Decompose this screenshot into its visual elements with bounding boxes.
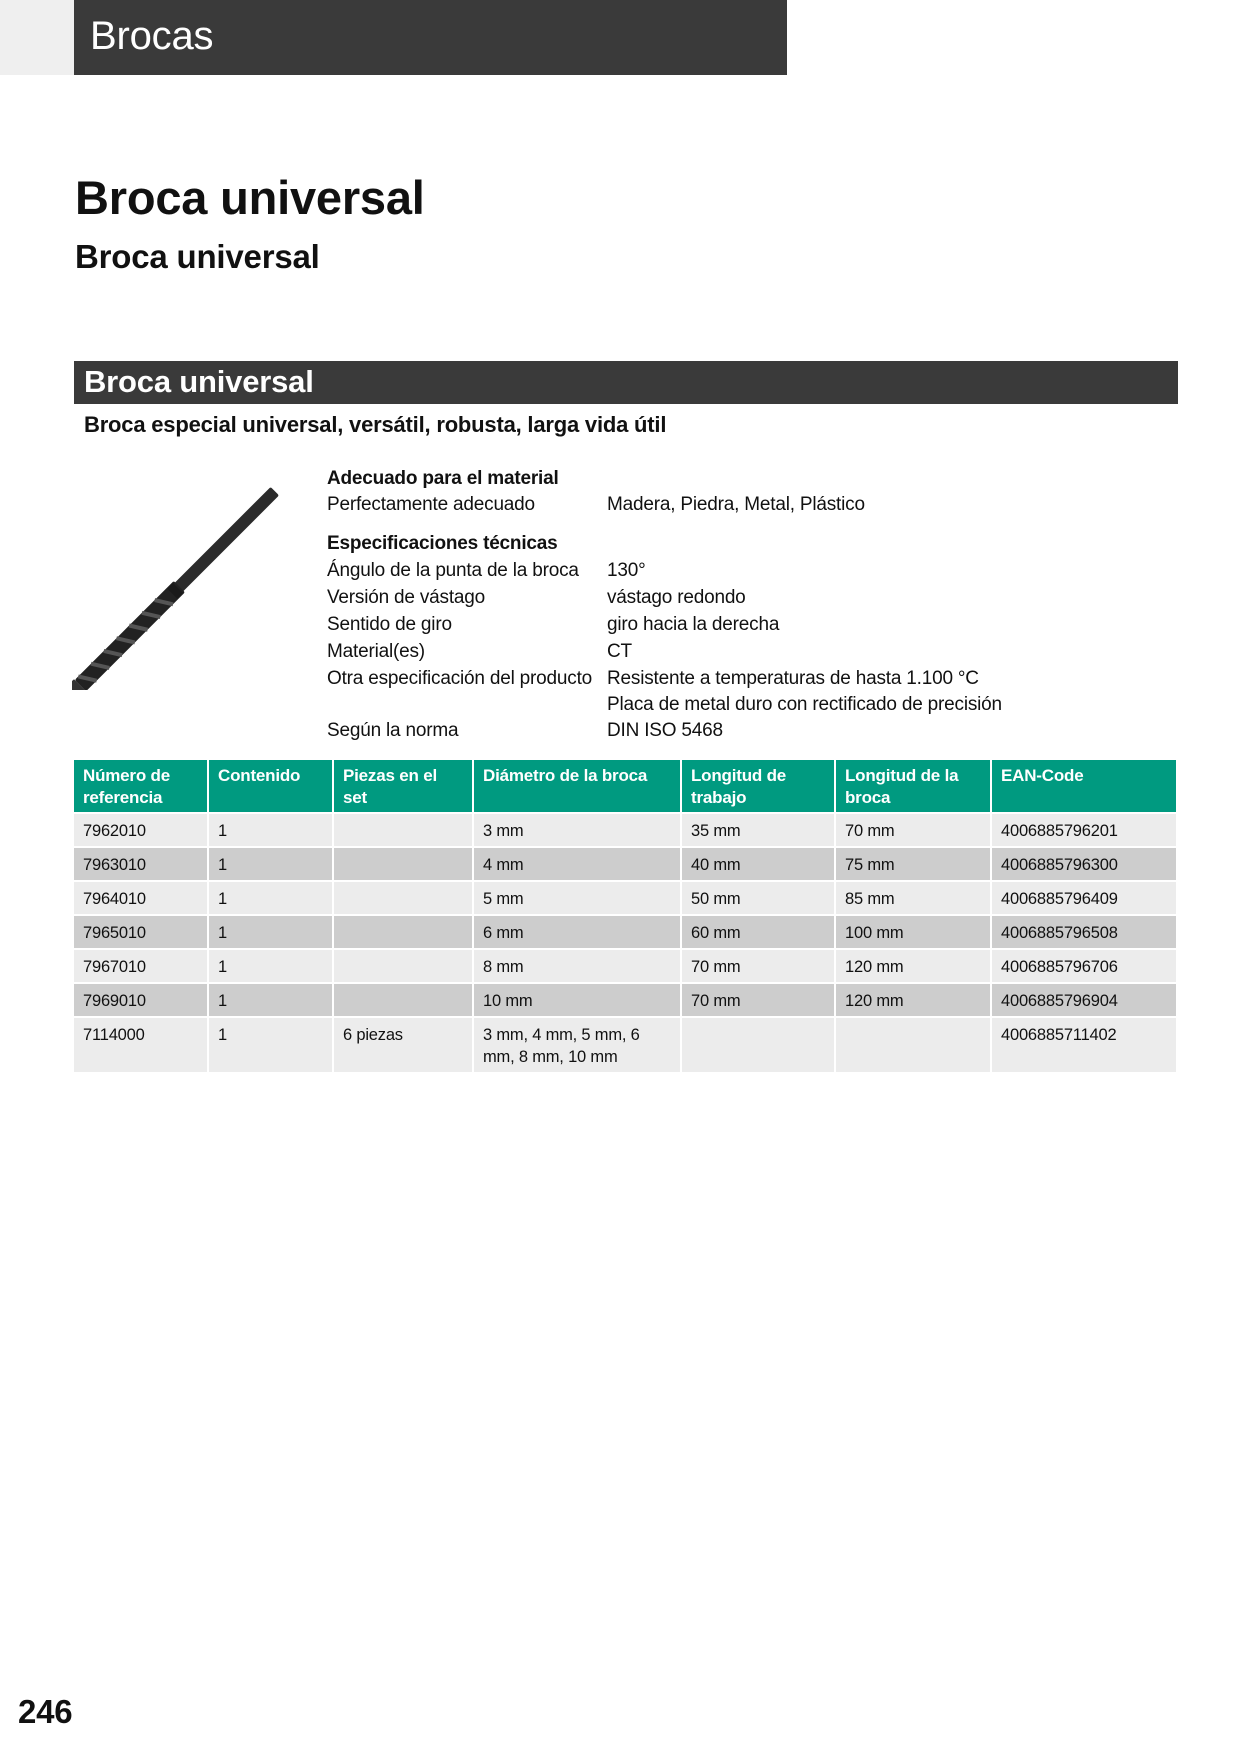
cell-set-pieces bbox=[333, 915, 473, 949]
cell-ean: 4006885711402 bbox=[991, 1017, 1176, 1072]
cell-diameter: 6 mm bbox=[473, 915, 681, 949]
cell-content: 1 bbox=[208, 1017, 333, 1072]
cell-total-length: 120 mm bbox=[835, 949, 991, 983]
cell-total-length: 100 mm bbox=[835, 915, 991, 949]
cell-ean: 4006885796201 bbox=[991, 813, 1176, 847]
spec-label-shank: Versión de vástago bbox=[327, 587, 486, 608]
cell-reference: 7964010 bbox=[74, 881, 208, 915]
cell-diameter: 5 mm bbox=[473, 881, 681, 915]
spec-value-angle: 130° bbox=[607, 560, 646, 581]
cell-reference: 7963010 bbox=[74, 847, 208, 881]
cell-total-length: 85 mm bbox=[835, 881, 991, 915]
cell-working-length: 70 mm bbox=[681, 949, 835, 983]
cell-working-length: 35 mm bbox=[681, 813, 835, 847]
table-row bbox=[74, 949, 1176, 983]
cell-working-length: 70 mm bbox=[681, 983, 835, 1017]
table-row bbox=[74, 881, 1176, 915]
col-header-total-length: Longitud de la broca bbox=[835, 760, 991, 813]
cell-set-pieces: 6 piezas bbox=[333, 1017, 473, 1072]
cell-set-pieces bbox=[333, 813, 473, 847]
header-left-stripe bbox=[0, 0, 74, 75]
table-row bbox=[74, 847, 1176, 881]
spec-value-standard: DIN ISO 5468 bbox=[607, 720, 723, 741]
cell-content: 1 bbox=[208, 813, 333, 847]
cell-working-length: 40 mm bbox=[681, 847, 835, 881]
spec-label-material: Material(es) bbox=[327, 641, 425, 662]
section-tagline: Broca especial universal, versátil, robusta, larga vida útil bbox=[84, 412, 667, 437]
cell-ean: 4006885796300 bbox=[991, 847, 1176, 881]
spec-value-shank: vástago redondo bbox=[607, 587, 746, 608]
page-title: Broca universal bbox=[75, 171, 425, 224]
cell-ean: 4006885796508 bbox=[991, 915, 1176, 949]
cell-diameter: 8 mm bbox=[473, 949, 681, 983]
category-title: Brocas bbox=[90, 14, 214, 58]
tech-heading: Especificaciones técnicas bbox=[327, 533, 558, 554]
table-header-row bbox=[74, 760, 1176, 813]
cell-reference: 7114000 bbox=[74, 1017, 208, 1072]
cell-total-length bbox=[835, 1017, 991, 1072]
cell-content: 1 bbox=[208, 915, 333, 949]
material-label: Perfectamente adecuado bbox=[327, 494, 535, 515]
table-row bbox=[74, 915, 1176, 949]
spec-label-other: Otra especificación del producto bbox=[327, 668, 593, 689]
spec-value-other-2: Placa de metal duro con rectificado de precisión bbox=[607, 694, 1002, 715]
table-row bbox=[74, 1017, 1176, 1072]
cell-diameter: 3 mm, 4 mm, 5 mm, 6 mm, 8 mm, 10 mm bbox=[473, 1017, 681, 1072]
cell-reference: 7965010 bbox=[74, 915, 208, 949]
cell-set-pieces bbox=[333, 881, 473, 915]
cell-ean: 4006885796904 bbox=[991, 983, 1176, 1017]
cell-working-length: 50 mm bbox=[681, 881, 835, 915]
cell-working-length: 60 mm bbox=[681, 915, 835, 949]
spec-label-standard: Según la norma bbox=[327, 720, 459, 741]
spec-label-rotation: Sentido de giro bbox=[327, 614, 452, 635]
cell-content: 1 bbox=[208, 949, 333, 983]
cell-content: 1 bbox=[208, 881, 333, 915]
cell-total-length: 120 mm bbox=[835, 983, 991, 1017]
cell-set-pieces bbox=[333, 847, 473, 881]
cell-diameter: 3 mm bbox=[473, 813, 681, 847]
cell-total-length: 70 mm bbox=[835, 813, 991, 847]
cell-diameter: 10 mm bbox=[473, 983, 681, 1017]
col-header-set-pieces: Piezas en el set bbox=[333, 760, 473, 813]
page-subtitle: Broca universal bbox=[75, 238, 320, 275]
material-heading: Adecuado para el material bbox=[327, 468, 559, 489]
cell-set-pieces bbox=[333, 983, 473, 1017]
drill-bit-image bbox=[72, 462, 308, 690]
spec-label-angle: Ángulo de la punta de la broca bbox=[327, 560, 579, 581]
cell-reference: 7962010 bbox=[74, 813, 208, 847]
table-row bbox=[74, 983, 1176, 1017]
cell-set-pieces bbox=[333, 949, 473, 983]
table-row bbox=[74, 813, 1176, 847]
cell-total-length: 75 mm bbox=[835, 847, 991, 881]
cell-content: 1 bbox=[208, 983, 333, 1017]
cell-content: 1 bbox=[208, 847, 333, 881]
cell-reference: 7967010 bbox=[74, 949, 208, 983]
cell-ean: 4006885796409 bbox=[991, 881, 1176, 915]
col-header-diameter: Diámetro de la broca bbox=[473, 760, 681, 813]
col-header-ean: EAN-Code bbox=[991, 760, 1176, 813]
spec-value-other: Resistente a temperaturas de hasta 1.100 °C bbox=[607, 668, 979, 689]
spec-value-material: CT bbox=[607, 641, 632, 662]
section-title: Broca universal bbox=[84, 364, 314, 399]
material-value: Madera, Piedra, Metal, Plástico bbox=[607, 494, 865, 515]
spec-value-rotation: giro hacia la derecha bbox=[607, 614, 780, 635]
col-header-content: Contenido bbox=[208, 760, 333, 813]
cell-diameter: 4 mm bbox=[473, 847, 681, 881]
product-table bbox=[74, 760, 1176, 1072]
col-header-working-length: Longitud de trabajo bbox=[681, 760, 835, 813]
cell-reference: 7969010 bbox=[74, 983, 208, 1017]
col-header-reference: Número de referencia bbox=[74, 760, 208, 813]
page-number: 246 bbox=[18, 1693, 73, 1730]
cell-ean: 4006885796706 bbox=[991, 949, 1176, 983]
cell-working-length bbox=[681, 1017, 835, 1072]
